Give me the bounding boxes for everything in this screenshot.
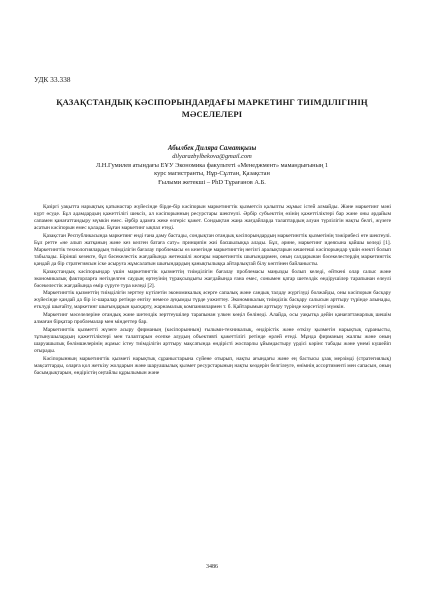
body-paragraph: Қазақстандық кәсіпорындар үшін маркетингтік қызметтің тиімділігін бағалау проблемасы маңызды болып келеді, өйткені олар салыс және экономикалық факторларға негізделген саудың өртеуінің түрақсыздығы жағдайында ғана емес, сонымен қатар шетелдік өндірушілер тарапынан елеулі бәсекелестік жағдайында өмір сүруге тура келеді [2]. [34, 268, 391, 289]
body-paragraph: Маркетингтік қызметті жүзеге асыру фирманың (кәсіпорынның) ғылыми-техникалық, өндірістік және өткізу қызметін нарықтық сұранысты, тұтынушылардың қажеттіліктері мен талаптарын есепке алудың объективті қажеттілігі ретінде өрлей етеді. Мұнда фирманың жалпы және оның шаруашылық бөлімшелерінің жұмыс істеу тиімділігін арттыру мақсатында өндірісті жоспарлы ұйымдастыру үрдісі кәрінс табады және үнемі күшейіп отырады. [34, 326, 391, 354]
title-line: ҚАЗАҚСТАНДЫҚ КӘСІПОРЫНДАРДАҒЫ МАРКЕТИНГ ТИІМДІЛІГІНІҢ [56, 97, 368, 107]
body-paragraph: Қазіргі уақытта нарықтық қатынастар жүйесінде бірде-бір кәсіпорын маркетингтік қызметсіз қалыпты жұмыс істей алмайды. Және маркетинг мәні күрт өсуде. Бұл адамдардың қажеттілігі шексіз, ал кәсіпорынның ресурстары шектеулі. Әрбір субъекттің өзінің қажеттіліктері бар және оны әрдайым сапамен қанағаттандыру мүмкін емес. Әрбір адамға жеке өзгеріс қажет. Сондықтан жаңа жағдайларда талаптардың алуан түрлілігін нақты белгі, жүзеге асатын кәсіпорын емес қалады. Бұған маркетинг ықпал етеді. [34, 204, 391, 232]
affiliation-line: курс магистранты, Нұр-Сұлтан, Қазақстан [154, 170, 270, 178]
affiliation-line: Л.Н.Гумилев атындағы ЕҰУ Экономика факультеті «Менеджмент» мамандығының 1 [95, 161, 329, 169]
body-paragraph: Маркетинг мәселелеріне отандық және шетелдік зерттеушілер тарапынан үлкен көңіл бөлінеді. Алайда, осы уақытқа дейін қанағаттанарлық шешім алмаған бірқатар проблемалар мен міндеттер бар. [34, 312, 391, 326]
author-block [40, 145, 384, 187]
udk-code: УДК 33.338 [34, 76, 71, 84]
article-title [34, 96, 390, 120]
author-name: Абылбек Диляра Саматқызы [167, 145, 257, 152]
body-paragraph: Маркетингтік қызметтің тиімділігін зерттеу күтілетін экономикалық әсерге сапалық және сандық талдау жүргізуді болжайды, оны кәсіпорын басқару жүйесінде қандай да бір іс-шаралар ретінде енгізу немесе ауқымды түрде уәжиттеу. Экономикалық тиімділік басқару салысын арттыру түрінде алынады, етклуді шығайту, маркетинг шығындарын қысқарту, жарнамалық компаниялармен т. б. Қайтарымын арттыру түрінде көрсетілуі мүмкін. [34, 290, 391, 311]
body-paragraph: Кәсіпорынның маркетингтік қызметі нарықтық сұраныстарына сүйене отырып, нақты ағындағы және ең бастысы ұзақ мерзімді (стратегиялық) мақсаттарды, оларға қол жеткізу жолдарын және шаруашылық қызмет ресурстарының нақты көздерін белгілеуге, өнімнің ассортименті мен сапасын, оның басымдықтарын, өндірістің оңтайлы құрылымын және [34, 355, 391, 376]
supervisor-line: Ғылыми жетекші – PhD Тұрағанов А.Б. [158, 178, 266, 186]
title-line: МӘСЕЛЕЛЕРІ [181, 109, 243, 119]
page-number: 3486 [206, 564, 218, 570]
author-email: dilyarazbylbekova@gmail.com [172, 153, 252, 161]
article-body [34, 204, 391, 377]
body-paragraph: Қазақстан Республикасында маркетинг енді ғана даму бастады, сондықтан отандық кәсіпорындардың маркетингтік қызметінің тәжірибесі өте шектеулі. Бұл ретте «не алып жатқаның және кез келген батаға сату» принципін жиі басшылыққа алады. Бұл, әрине, маркетинг идеясына қайшы келеді [1]. Маркетингтік технологиялардың тиімділігін бағалау проблемасы өз кезегінде маркетингтің негізгі аралықтарын кешегеші кәсіпорындар үшін өзекті болып табылады. Бірінші кезекте, бұл бәсекелестік жағдайында жетекшілі жоғары маркетингтік шығындармен, оның салдарынан бәсекелестердің маркетингтік қандай да бір стратегиясын іске асыруға жұмсалатын шығындардың қанықтылыққа айтарлықтай білу көптінен байланысты. [34, 232, 391, 267]
